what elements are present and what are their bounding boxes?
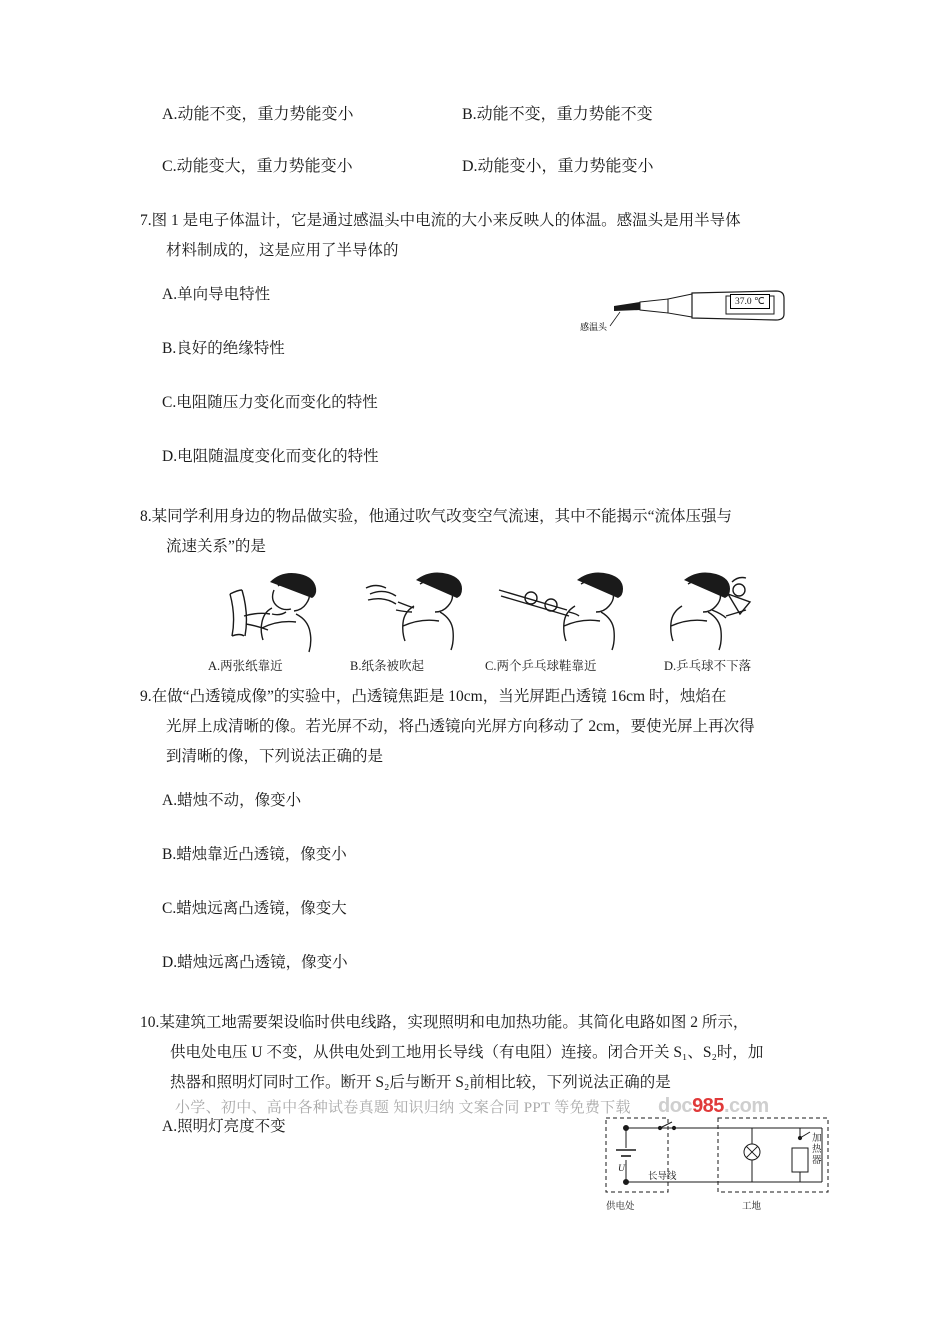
figure-caption-a: A.两张纸靠近 (208, 659, 283, 673)
figure-ball-floating (650, 568, 800, 673)
person-blowing-two-balls-icon (485, 568, 655, 654)
electronic-thermometer-figure (580, 280, 810, 350)
circuit-figure (600, 1112, 850, 1222)
footer-promo-text: 小学、初中、高中各种试卷真题 知识归纳 文案合同 PPT 等免费下载 (175, 1100, 631, 1116)
circuit-label-long-wire: 长导线 (648, 1172, 677, 1182)
figure-caption-b: B.纸条被吹起 (350, 659, 424, 673)
circuit-label-supply: 供电处 (606, 1202, 635, 1212)
question-9 (140, 682, 820, 978)
page-content (140, 100, 822, 1212)
thermometer-icon (580, 280, 810, 350)
option-d: D.动能变小，重力势能变小 (462, 158, 654, 175)
question-8-stem: 8.某同学利用身边的物品做实验，他通过吹气改变空气流速，其中不能揭示“流体压强与 流速关系”的是 (140, 508, 733, 555)
question-9-option-b: B.蜡烛靠近凸透镜，像变小 (162, 846, 347, 863)
watermark-logo (658, 1095, 769, 1118)
option-row (140, 100, 820, 130)
question-7-option-d: D.电阻随温度变化而变化的特性 (162, 448, 379, 465)
option-b: B.动能不变，重力势能不变 (462, 106, 653, 123)
circuit-label-voltage: U (618, 1164, 625, 1174)
question-10-option-a: A.照明灯亮度不变 (162, 1118, 286, 1135)
watermark-dot: 985 (692, 1095, 724, 1117)
thermometer-reading: 37.0 ℃ (730, 294, 770, 309)
figure-two-balls (485, 568, 635, 673)
figure-two-papers (200, 568, 350, 673)
question-7-option-a: A.单向导电特性 (162, 286, 271, 303)
question-7-stem: 7.图 1 是电子体温计，它是通过感温头中电流的大小来反映人的体温。感温头是用半导体 材料制成的，这是应用了半导体的 (140, 212, 741, 259)
option-row (140, 152, 820, 182)
question-8-number: 8. (140, 508, 152, 525)
option-c: C.动能变大，重力势能变小 (162, 158, 353, 175)
question-9-number: 9. (140, 688, 152, 705)
circuit-label-site: 工地 (742, 1202, 762, 1212)
figure-caption-c: C.两个乒乓球鞋靠近 (485, 659, 597, 673)
question-10-stem: 10.某建筑工地需要架设临时供电线路，实现照明和电加热功能。其简化电路如图 2 所示， 供电处电压 U 不变，从供电处到工地用长导线（有电阻）连接。闭合开关 S₁、S₂时，加 热器和照明灯同时工作。断开 S₂后与断开 S₂前相比较，下列说法正确的是 (140, 1014, 764, 1091)
person-blowing-papers-icon (200, 568, 350, 654)
question-9-option-d: D.蜡烛远离凸透镜，像变小 (162, 954, 348, 971)
question-7-option-b: B.良好的绝缘特性 (162, 340, 285, 357)
question-6-options (140, 100, 820, 182)
figure-caption-d: D.乒乓球不下落 (664, 659, 752, 673)
question-8-figures (140, 568, 820, 680)
option-a: A.动能不变，重力势能变小 (162, 106, 354, 123)
watermark-right: .com (723, 1095, 769, 1117)
circuit-label-heater: 加热器 (812, 1134, 822, 1166)
question-8 (140, 502, 820, 680)
person-funnel-ball-icon (650, 568, 800, 654)
circuit-diagram-icon (600, 1112, 850, 1222)
question-7-number: 7. (140, 212, 152, 229)
question-10-number: 10. (140, 1014, 160, 1031)
figure-paper-strip (340, 568, 490, 673)
person-blowing-strip-icon (340, 568, 490, 654)
thermometer-probe-label: 感温头 (580, 322, 608, 332)
question-9-option-a: A.蜡烛不动，像变小 (162, 792, 302, 809)
question-7 (140, 206, 820, 472)
question-10 (140, 1008, 822, 1212)
question-7-option-c: C.电阻随压力变化而变化的特性 (162, 394, 378, 411)
watermark-left: doc (658, 1095, 693, 1117)
question-9-option-c: C.蜡烛远离凸透镜，像变大 (162, 900, 347, 917)
question-9-stem: 9.在做“凸透镜成像”的实验中，凸透镜焦距是 10cm，当光屏距凸透镜 16cm 时，烛焰在 光屏上成清晰的像。若光屏不动，将凸透镜向光屏方向移动了 2cm，要使光屏上再次得 到清晰的像，下列说法正确的是 (140, 688, 755, 765)
